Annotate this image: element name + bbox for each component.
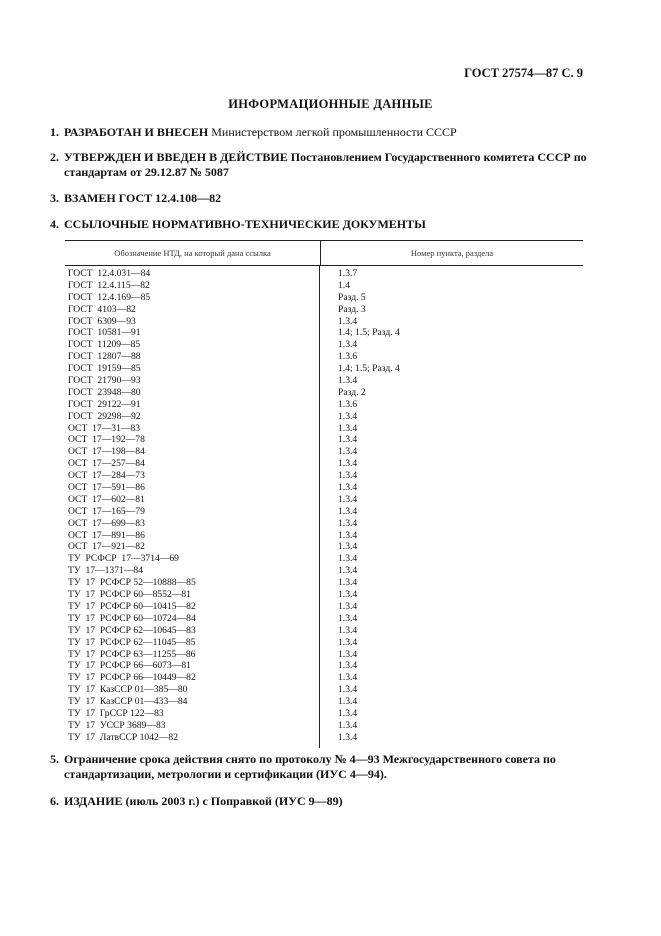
ntd-designation: ТУ 17 РСФСР 62—10645—83 — [68, 624, 196, 636]
clause-number: 1.3.4 — [338, 315, 358, 327]
clause-number: 1.3.4 — [338, 482, 358, 494]
ntd-designation: ТУ 17 РСФСР 66—6073—81 — [68, 660, 191, 672]
clause-number: 1.3.4 — [338, 565, 358, 577]
ntd-designation: ТУ 17 РСФСР 60—10724—84 — [68, 612, 196, 624]
item-number: 6. — [50, 794, 59, 808]
reference-table — [65, 240, 583, 744]
table-row — [65, 720, 583, 732]
table-row — [65, 280, 583, 292]
item-number: 3. — [50, 191, 59, 205]
clause-number: 1.3.7 — [338, 268, 358, 279]
table-row — [65, 375, 583, 387]
info-item-5 — [50, 752, 590, 782]
table-row — [65, 387, 583, 399]
clause-number: 1.3.4 — [338, 434, 358, 446]
ntd-designation: ГОСТ 10581—91 — [68, 327, 141, 339]
clause-number: 1.3.4 — [338, 446, 358, 458]
clause-number: 1.3.4 — [338, 624, 358, 636]
ntd-designation: ГОСТ 19159—85 — [68, 363, 141, 375]
info-item-2 — [50, 150, 590, 180]
ntd-designation: ТУ 17 РСФСР 66—10449—82 — [68, 672, 196, 684]
page-title: ИНФОРМАЦИОННЫЕ ДАННЫЕ — [228, 97, 433, 111]
table-row — [65, 304, 583, 316]
table-row — [65, 637, 583, 649]
clause-number: Разд. 3 — [338, 303, 366, 315]
ntd-designation: ТУ 17—1371—84 — [68, 565, 144, 577]
table-row — [65, 613, 583, 625]
clause-number: 1.3.4 — [338, 731, 358, 743]
clause-number: 1.3.4 — [338, 410, 358, 422]
ntd-designation: ТУ 17 РСФСР 52—10888—85 — [68, 577, 196, 589]
item-number: 4. — [50, 217, 59, 231]
table-row — [65, 541, 583, 553]
table-row — [65, 434, 583, 446]
table-row — [65, 458, 583, 470]
clause-number: 1.3.4 — [338, 577, 358, 589]
ntd-designation: ГОСТ 12807—88 — [68, 351, 141, 363]
table-row — [65, 411, 583, 423]
table-row — [65, 327, 583, 339]
item-bold-text: ВЗАМЕН ГОСТ 12.4.108—82 — [64, 191, 222, 205]
table-row — [65, 577, 583, 589]
ntd-designation: ТУ 17 ГрССР 122—83 — [68, 707, 164, 719]
clause-number: 1.3.4 — [338, 589, 358, 601]
table-row — [65, 732, 583, 744]
clause-number: 1.3.4 — [338, 636, 358, 648]
table-row — [65, 482, 583, 494]
clause-number: 1.3.4 — [338, 505, 358, 517]
table-row — [65, 268, 583, 280]
item-text: Министерством легкой промышленности СССР — [208, 125, 457, 139]
table-row — [65, 625, 583, 637]
table-row — [65, 553, 583, 565]
ntd-designation: ГОСТ 12.4.115—82 — [68, 279, 150, 291]
table-row — [65, 565, 583, 577]
ntd-designation: ГОСТ 4103—82 — [68, 303, 136, 315]
ntd-designation: ОСТ 17—891—86 — [68, 529, 145, 541]
table-header — [65, 241, 583, 266]
info-item-1 — [50, 125, 590, 140]
clause-number: 1.3.4 — [338, 375, 358, 387]
ntd-designation: ГОСТ 11209—85 — [68, 339, 141, 351]
table-row — [65, 506, 583, 518]
table-row — [65, 601, 583, 613]
table-row — [65, 363, 583, 375]
clause-number: 1.3.4 — [338, 719, 358, 731]
ntd-designation: ТУ 17 РСФСР 62—11045—85 — [68, 636, 196, 648]
clause-number: 1.3.4 — [338, 422, 358, 434]
clause-number: 1.3.4 — [338, 612, 358, 624]
ntd-designation: ГОСТ 29298—92 — [68, 410, 141, 422]
clause-number: 1.3.4 — [338, 660, 358, 672]
item-number: 2. — [50, 150, 59, 164]
table-row — [65, 446, 583, 458]
ntd-designation: ОСТ 17—284—73 — [68, 470, 145, 482]
clause-number: 1.4; 1.5; Разд. 4 — [338, 363, 400, 375]
table-row — [65, 684, 583, 696]
clause-number: 1.3.4 — [338, 493, 358, 505]
clause-number: Разд. 5 — [338, 291, 366, 303]
clause-number: 1.3.4 — [338, 458, 358, 470]
clause-number: 1.3.4 — [338, 707, 358, 719]
info-item-4 — [50, 217, 590, 232]
ntd-designation: ОСТ 17—257—84 — [68, 458, 145, 470]
table-row — [65, 399, 583, 411]
column-header-clause: Номер пункта, раздела — [410, 248, 494, 258]
ntd-designation: ТУ 17 ЛатвССР 1042—82 — [68, 731, 178, 743]
table-row — [65, 351, 583, 363]
item-bold-text: РАЗРАБОТАН И ВНЕСЕН — [64, 125, 209, 139]
ntd-designation: ОСТ 17—31—83 — [68, 422, 141, 434]
table-row — [65, 423, 583, 435]
page-header: ГОСТ 27574—87 С. 9 — [464, 66, 583, 80]
table-row — [65, 518, 583, 530]
clause-number: 1.3.4 — [338, 600, 358, 612]
ntd-designation: ГОСТ 21790—93 — [68, 375, 141, 387]
clause-number: 1.4; 1.5; Разд. 4 — [338, 327, 400, 339]
item-text: Постановлением Государственного комитета СССР по стандартам от 29.12.87 № 5087 — [64, 150, 587, 179]
clause-number: 1.4 — [338, 279, 350, 291]
table-row — [65, 649, 583, 661]
ntd-designation: ОСТ 17—165—79 — [68, 505, 145, 517]
clause-number: 1.3.6 — [338, 351, 358, 363]
table-row — [65, 589, 583, 601]
ntd-designation: ТУ 17 РСФСР 60—10415—82 — [68, 600, 196, 612]
table-row — [65, 494, 583, 506]
table-row — [65, 672, 583, 684]
item-bold-text: Ограничение срока действия снято по протоколу № 4—93 Межгосударственного совета по стандартизации, метрологии и сертификации (ИУС 4—94). — [64, 752, 556, 781]
item-bold-text: ССЫЛОЧНЫЕ НОРМАТИВНО-ТЕХНИЧЕСКИЕ ДОКУМЕНТЫ — [64, 217, 426, 231]
table-row — [65, 660, 583, 672]
info-item-3 — [50, 191, 590, 206]
ntd-designation: ТУ 17 РСФСР 63—11255—86 — [68, 648, 196, 660]
table-row — [65, 708, 583, 720]
ntd-designation: ОСТ 17—602—81 — [68, 493, 145, 505]
ntd-designation: ТУ 17 РСФСР 60—8552—81 — [68, 589, 191, 601]
item-bold-text: ИЗДАНИЕ (июль 2003 г.) с Поправкой (ИУС 9—89) — [64, 794, 343, 808]
clause-number: 1.3.4 — [338, 529, 358, 541]
clause-number: Разд. 2 — [338, 386, 366, 398]
column-header-designation: Обозначение НТД, на который дана ссылка — [65, 241, 321, 265]
item-number: 1. — [50, 125, 59, 139]
ntd-designation: ГОСТ 29122—91 — [68, 398, 141, 410]
clause-number: 1.3.4 — [338, 672, 358, 684]
item-bold-text: УТВЕРЖДЕН И ВВЕДЕН В ДЕЙСТВИЕ — [64, 150, 288, 164]
ntd-designation: ТУ РСФСР 17—3714—69 — [68, 553, 179, 565]
ntd-designation: ГОСТ 6309—93 — [68, 315, 136, 327]
clause-number: 1.3.4 — [338, 648, 358, 660]
table-row — [65, 316, 583, 328]
clause-number: 1.3.4 — [338, 553, 358, 565]
ntd-designation: ТУ 17 КазССР 01—433—84 — [68, 696, 188, 708]
table-row — [65, 696, 583, 708]
clause-number: 1.3.4 — [338, 696, 358, 708]
ntd-designation: ГОСТ 12.4.169—85 — [68, 291, 151, 303]
ntd-designation: ОСТ 17—921—82 — [68, 541, 145, 553]
clause-number: 1.3.4 — [338, 684, 358, 696]
ntd-designation: ГОСТ 12.4.031—84 — [68, 268, 151, 279]
ntd-designation: ОСТ 17—192—78 — [68, 434, 145, 446]
item-number: 5. — [50, 752, 59, 766]
ntd-designation: ОСТ 17—198—84 — [68, 446, 145, 458]
clause-number: 1.3.4 — [338, 517, 358, 529]
table-row — [65, 530, 583, 542]
table-body — [65, 266, 583, 744]
clause-number: 1.3.4 — [338, 339, 358, 351]
ntd-designation: ТУ 17 УССР 3689—83 — [68, 719, 166, 731]
table-row — [65, 470, 583, 482]
clause-number: 1.3.4 — [338, 470, 358, 482]
table-row — [65, 339, 583, 351]
info-item-6 — [50, 794, 590, 809]
ntd-designation: ТУ 17 КазССР 01—385—80 — [68, 684, 188, 696]
clause-number: 1.3.4 — [338, 541, 358, 553]
ntd-designation: ОСТ 17—699—83 — [68, 517, 145, 529]
table-row — [65, 292, 583, 304]
ntd-designation: ГОСТ 23948—80 — [68, 386, 141, 398]
ntd-designation: ОСТ 17—591—86 — [68, 482, 145, 494]
clause-number: 1.3.6 — [338, 398, 358, 410]
